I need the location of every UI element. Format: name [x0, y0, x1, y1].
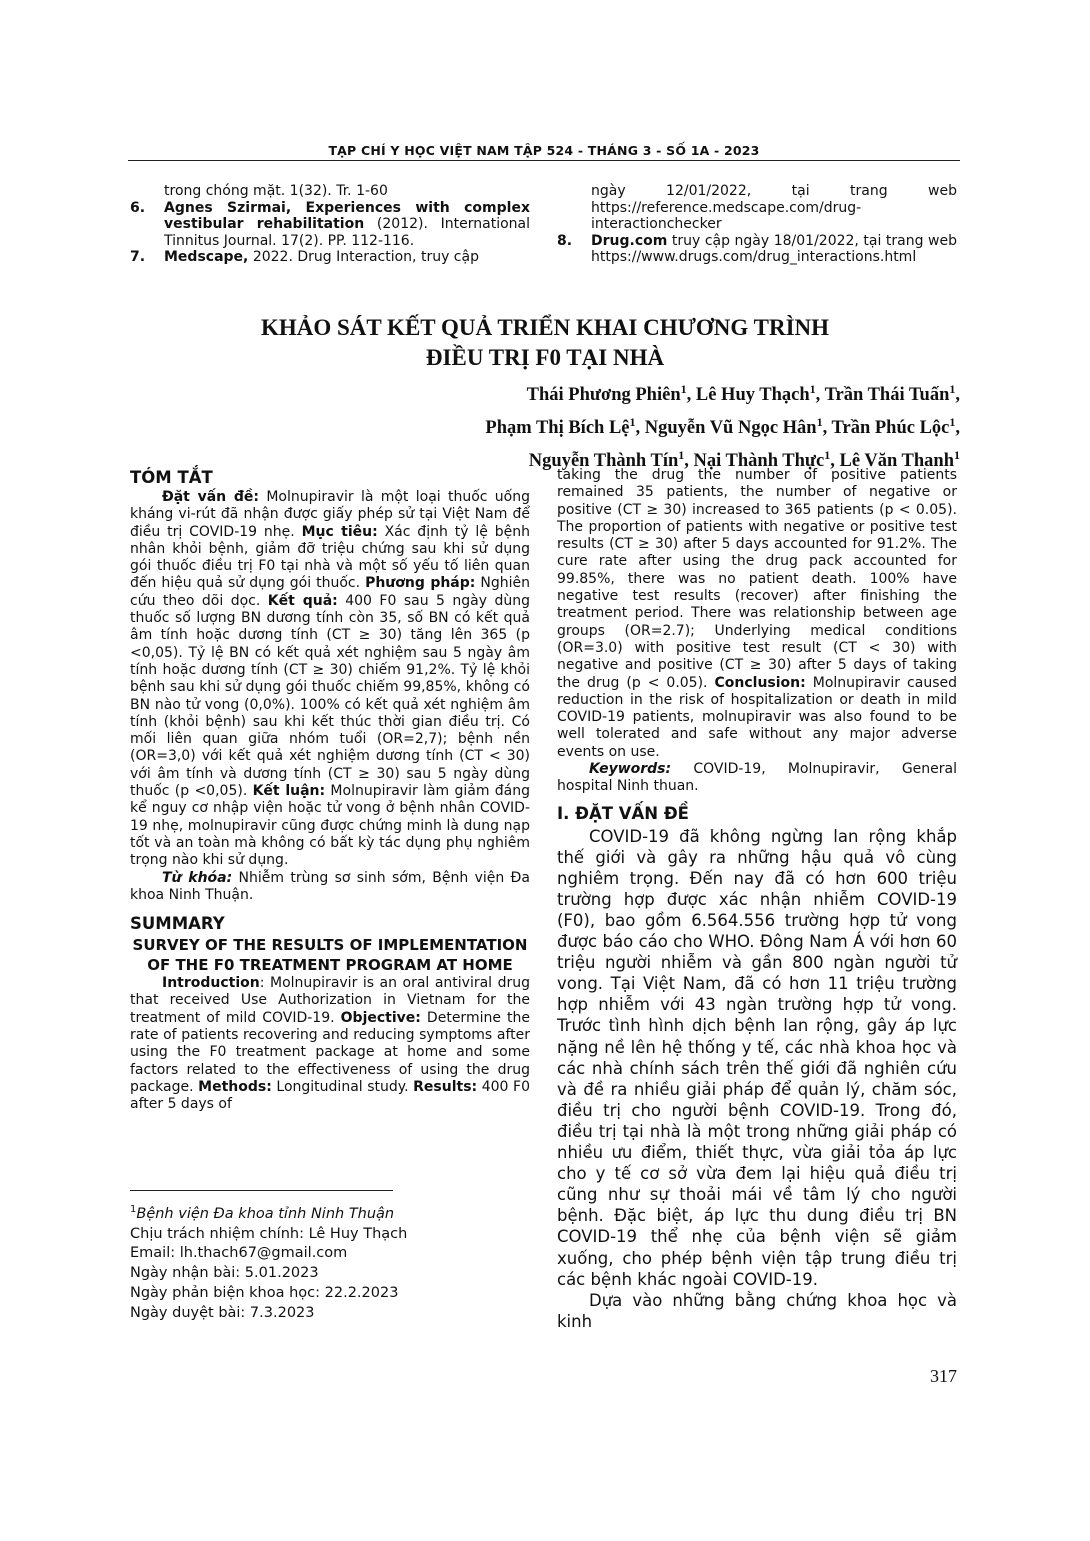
keywords-label: Keywords:	[589, 761, 672, 778]
affiliation-mark: 1	[954, 448, 960, 463]
left-column	[130, 468, 530, 1114]
footnote-received: Ngày nhận bài: 5.01.2023	[130, 1265, 319, 1282]
article-title	[130, 313, 960, 373]
abstract-text: Molnupiravir caused reduction in the risk of hospitalization or death in mild COVID-19 patients, molnupiravir was also found to be well tolerated and safe without any major adverse events on use.	[557, 674, 957, 760]
keywords-vi	[130, 870, 530, 905]
footnote-reviewed: Ngày phản biện khoa học: 22.2.2023	[130, 1285, 399, 1302]
header-rule	[128, 160, 960, 161]
abstract-en-continued	[557, 467, 957, 796]
abstract-vi	[130, 489, 530, 904]
page-number: 317	[930, 1366, 957, 1386]
keywords-text: Nhiễm trùng sơ sinh sớm, Bệnh viện Đa khoa Ninh Thuận.	[130, 869, 530, 903]
body-paragraph: COVID-19 đã không ngừng lan rộng khắp thế giới và gây ra những hậu quả vô cùng nghiêm trọng. Đến nay đã có hơn 600 triệu trường hợp được xác nhận nhiễm COVID-19 (F0), bao gồm 6.564.556 trường hợp tử vong được báo cáo cho WHO. Đông Nam Á với hơn 60 triệu người nhiễm và gần 800 ngàn người tử vong. Tại Việt Nam, đã có hơn 11 triệu trường hợp nhiễm với 43 ngàn trường hợp tử vong. Trước tình hình dịch bệnh lan rộng, gây áp lực nặng nề lên hệ thống y tế, các nhà khoa học và các nhà chính sách trên thế giới đã nghiên cứu và đề ra nhiều giải pháp để quản lý, chăm sóc, điều trị cho người bệnh COVID-19. Trong đó, điều trị tại nhà là một trong những giải pháp có nhiều ưu điểm, thiết thực, vừa giải tỏa áp lực cho y tế cơ sở vừa đem lại hiệu quả điều trị cũng như sự thoải mái về tâm lý cho người bệnh. Đặc biệt, áp lực thu dung điều trị BN COVID-19 thể nhẹ của bệnh viện sẽ giảm xuống, cho phép bệnh viện tập trung điều trị các bệnh khác ngoài COVID-19.	[557, 826, 957, 1289]
reference-continuation-text: trong chóng mặt. 1(32). Tr. 1-60	[164, 183, 388, 199]
abstract-text: Xác định tỷ lệ bệnh nhân khỏi bệnh, giảm đỡ triệu chứng sau khi sử dụng gói thuốc điều trị F0 tại nhà và một số yếu tố liên quan đến hiệu quả sử dụng gói thuốc.	[130, 523, 530, 592]
reference-title: Medscape,	[164, 249, 249, 265]
author: Lê Huy Thạch	[695, 385, 810, 406]
affiliation-mark: 1	[809, 382, 816, 396]
affiliation-mark: 1	[678, 448, 685, 463]
label-phuong-phap: Phương pháp:	[365, 575, 476, 592]
reference-number: 6.	[130, 199, 146, 216]
author: Lê Văn Thanh	[839, 451, 954, 472]
footnote-email: Email: lh.thach67@gmail.com	[130, 1245, 348, 1262]
reference-continuation	[130, 183, 530, 200]
author-line-3: Nguyễn Thành Tín$^1$, Nại Thành Thực$^1$, Lê Văn Thanh$^1$	[528, 448, 960, 472]
body-paragraph: Dựa vào những bằng chứng khoa học và kinh	[557, 1290, 957, 1331]
abstract-text: Longitudinal study.	[271, 1078, 414, 1095]
reference-text: 2022. Drug Interaction, truy cập	[248, 249, 479, 265]
author: Nguyễn Vũ Ngọc Hân	[644, 418, 817, 439]
reference-continuation-text: ngày 12/01/2022, tại trang web https://reference.medscape.com/drug-interactionchecker	[591, 183, 957, 232]
abstract-text: 400 F0 after 5 days of	[130, 1078, 530, 1113]
reference-8	[557, 233, 957, 266]
affiliation-mark: 1	[949, 415, 956, 430]
reference-text: truy cập ngày 18/01/2022, tại trang web https://www.drugs.com/drug_interactions.html	[591, 232, 957, 265]
affiliation-mark: 1	[680, 382, 687, 396]
author: Phạm Thị Bích Lệ	[485, 418, 630, 439]
affiliation-mark: 1	[824, 448, 831, 463]
abstract-text: Nghiên cứu theo dõi dọc.	[130, 575, 531, 609]
summary-title: SURVEY OF THE RESULTS OF IMPLEMENTATION OF THE F0 TREATMENT PROGRAM AT HOME	[132, 936, 528, 975]
title-line-1: KHẢO SÁT KẾT QUẢ TRIỂN KHAI CHƯƠNG TRÌNH	[260, 315, 830, 340]
footnote-responsible: Chịu trách nhiệm chính: Lê Huy Thạch	[130, 1225, 408, 1242]
abstract-en-paragraph	[130, 975, 530, 1113]
label-conclusion: Conclusion:	[714, 674, 806, 691]
affiliation-mark: 1	[130, 1204, 137, 1215]
label-introduction: Introduction	[162, 975, 260, 992]
abstract-text: 400 F0 sau 5 ngày dùng thuốc số lượng BN dương tính còn 35, số BN có kết quả âm tính hoặc dương tính (CT ≥ 30) tăng lên 365 (p <0,05). Tỷ lệ BN có kết quả xét nghiệm sau 5 ngày âm tính hoặc dương tính (CT ≥ 30) chiếm 91,2%. Tỷ lệ khỏi bệnh sau khi sử dụng gói thuốc chiếm 99,85%, không có BN nào tử vong (0,0%). 100% có kết quả xét nghiệm âm tính (khỏi bệnh) sau khi kết thúc thời gian điều trị. Có mối liên quan giữa nhóm tuổi (OR=2,7); bệnh nền (OR=3,0) với kết quả xét nghiệm dương tính (CT < 30) với âm tính và dương tính (CT ≥ 30) sau 5 ngày dùng thuốc (p <0,05).	[130, 592, 530, 800]
right-column	[557, 467, 957, 1332]
authors	[330, 376, 960, 475]
author: Nguyễn Thành Tín	[528, 451, 679, 472]
footnote-accepted: Ngày duyệt bài: 7.3.2023	[130, 1304, 315, 1321]
label-results: Results:	[413, 1078, 478, 1095]
abstract-text: Molnupiravir làm giảm đáng kể nguy cơ nhập viện hoặc tử vong ở bệnh nhân COVID-19 nhẹ, molnupiravir cũng được chứng minh là dung nạp tốt và an toàn mà không có bất kỳ tác dụng phụ nghiêm trọng nào khi sử dụng.	[130, 783, 530, 869]
footnote-rule	[130, 1190, 393, 1191]
label-objective: Objective:	[340, 1009, 421, 1026]
abstract-heading: TÓM TẮT	[130, 468, 213, 487]
reference-7	[130, 249, 530, 266]
label-ket-luan: Kết luận:	[252, 783, 326, 800]
reference-continuation	[557, 183, 957, 233]
journal-header: TẠP CHÍ Y HỌC VIỆT NAM TẬP 524 - THÁNG 3 - SỐ 1A - 2023	[328, 143, 760, 158]
section-body	[557, 826, 957, 1332]
reference-title: Drug.com	[591, 232, 668, 249]
abstract-text: Determine the rate of patients recovering and reducing symptoms after using the F0 treatment package at home and some factors related to the effectiveness of using the drug package.	[130, 1009, 530, 1095]
footnote-affiliation	[130, 1200, 530, 1225]
reference-title: Agnes Szirmai, Experiences with complex vestibular rehabilitation	[164, 199, 530, 232]
label-dat-van-de: Đặt vấn đề:	[162, 489, 259, 505]
author: Nại Thành Thực	[693, 451, 825, 472]
author-line-1: Thái Phương Phiên$^1$, Lê Huy Thạch$^1$, Trần Thái Tuấn$^1$,	[526, 382, 960, 406]
section-heading: I. ĐẶT VẤN ĐỀ	[557, 803, 689, 823]
affiliation-mark: 1	[629, 415, 636, 430]
abstract-text: Molnupiravir là một loại thuốc uống kháng vi-rút đã nhận được giấy phép sử tại Việt Nam để điều trị COVID-19 nhẹ.	[130, 489, 530, 540]
reference-number: 7.	[130, 249, 146, 265]
references-left	[130, 183, 530, 266]
affiliation-mark: 1	[949, 382, 956, 396]
keywords-en	[557, 761, 957, 796]
references-right	[557, 183, 957, 266]
label-methods: Methods:	[198, 1078, 272, 1095]
reference-6	[130, 200, 530, 250]
affiliation-mark: 1	[816, 415, 823, 430]
author: Thái Phương Phiên	[526, 385, 681, 406]
affiliation-text: Bệnh viện Đa khoa tỉnh Ninh Thuận	[136, 1205, 395, 1222]
title-line-2: ĐIỀU TRỊ F0 TẠI NHÀ	[425, 345, 665, 370]
author: Trần Phúc Lộc	[831, 418, 950, 439]
abstract-text: : Molnupiravir is an oral antiviral drug that received Use Authorization in Vietnam for the treatment of mild COVID-19.	[130, 975, 530, 1026]
summary-heading: SUMMARY	[130, 914, 225, 934]
keywords-label: Từ khóa:	[162, 869, 233, 886]
author-line-2: Phạm Thị Bích Lệ$^1$, Nguyễn Vũ Ngọc Hân$^1$, Trần Phúc Lộc$^1$,	[485, 415, 960, 439]
abstract-en	[130, 975, 530, 1113]
footnotes	[130, 1200, 530, 1324]
author: Trần Thái Tuấn	[824, 385, 950, 406]
reference-text: (2012). International Tinnitus Journal. 17(2). PP. 112-116.	[164, 216, 530, 249]
label-ket-qua: Kết quả:	[267, 592, 338, 609]
reference-number: 8.	[557, 232, 573, 249]
label-muc-tieu: Mục tiêu:	[301, 523, 378, 540]
abstract-vi-paragraph	[130, 489, 530, 870]
abstract-text: taking the drug the number of positive patients remained 35 patients, the number of negative or positive (CT ≥ 30) increased to 365 patients (p < 0.05). The proportion of patients with negative or positive test results (CT ≥ 30) after 5 days accounted for 91.2%. The cure rate after using the drug pack accounted for 99.85%, there was no patient death. 100% have negative test results (recover) after finishing the treatment period. There was relationship between age groups (OR=2.7); Underlying medical conditions (OR=3.0) with positive test result (CT < 30) with negative and positive (CT ≥ 30) after 5 days of taking the drug (p < 0.05).	[557, 467, 957, 691]
abstract-en-continued-paragraph	[557, 467, 957, 761]
keywords-text: COVID-19, Molnupiravir, General hospital Ninh thuan.	[557, 761, 957, 795]
